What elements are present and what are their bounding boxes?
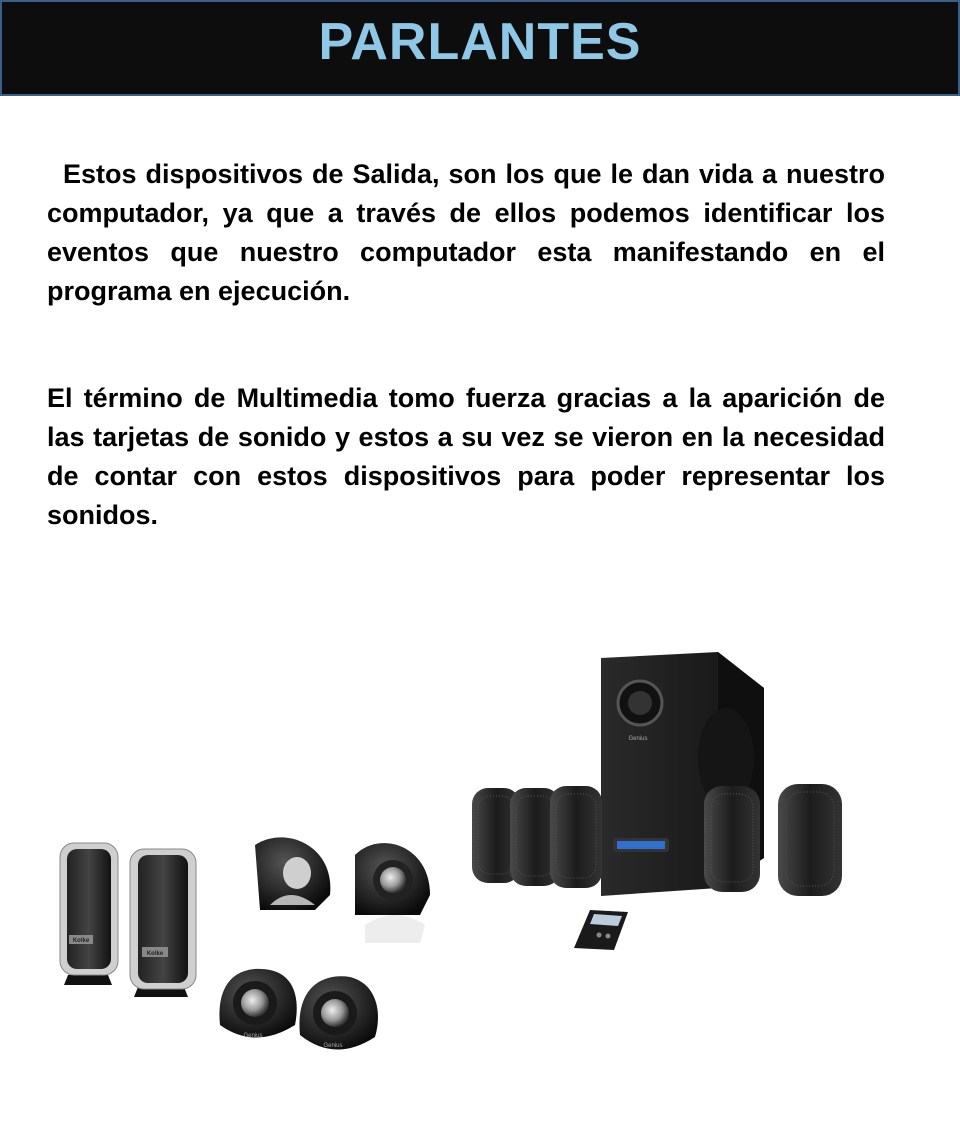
paragraph-multimedia: El término de Multimedia tomo fuerza gracias a la aparición de las tarjetas de sonido y estos a su vez se vieron en la necesidad de contar con estos dispositivos para poder representar los sonidos.: [47, 383, 885, 530]
paragraph-intro: Estos dispositivos de Salida, son los que le dan vida a nuestro computador, ya que a través de ellos podemos identificar los eventos que nuestro computador esta manifestando en el programa en ejecución.: [47, 159, 885, 306]
tower-right-brand: Kolke: [146, 951, 164, 957]
page-title: PARLANTES: [318, 13, 642, 71]
satellite-speaker-4: [704, 786, 760, 892]
round-speaker-upper-right: [355, 843, 430, 943]
surround-system-image: [468, 648, 860, 958]
subwoofer-brand: Genius: [628, 736, 648, 742]
satellite-speaker-5: [778, 784, 842, 896]
title-bar: [0, 0, 960, 96]
round-lower-left-brand: Genius: [243, 1033, 263, 1039]
tower-speaker-left: [60, 843, 118, 985]
round-speaker-upper-left: [255, 837, 330, 910]
tower-speaker-right: [130, 849, 196, 997]
round-speaker-lower-right: [299, 976, 378, 1049]
round-speaker-lower-left: [219, 969, 296, 1039]
round-speakers-image: [215, 825, 445, 1070]
remote-control: [574, 910, 628, 950]
tower-left-brand: Kolke: [72, 938, 90, 944]
round-lower-right-brand: Genius: [323, 1043, 343, 1049]
satellite-speaker-3: [550, 786, 602, 888]
tower-speakers-image: [50, 835, 210, 1005]
